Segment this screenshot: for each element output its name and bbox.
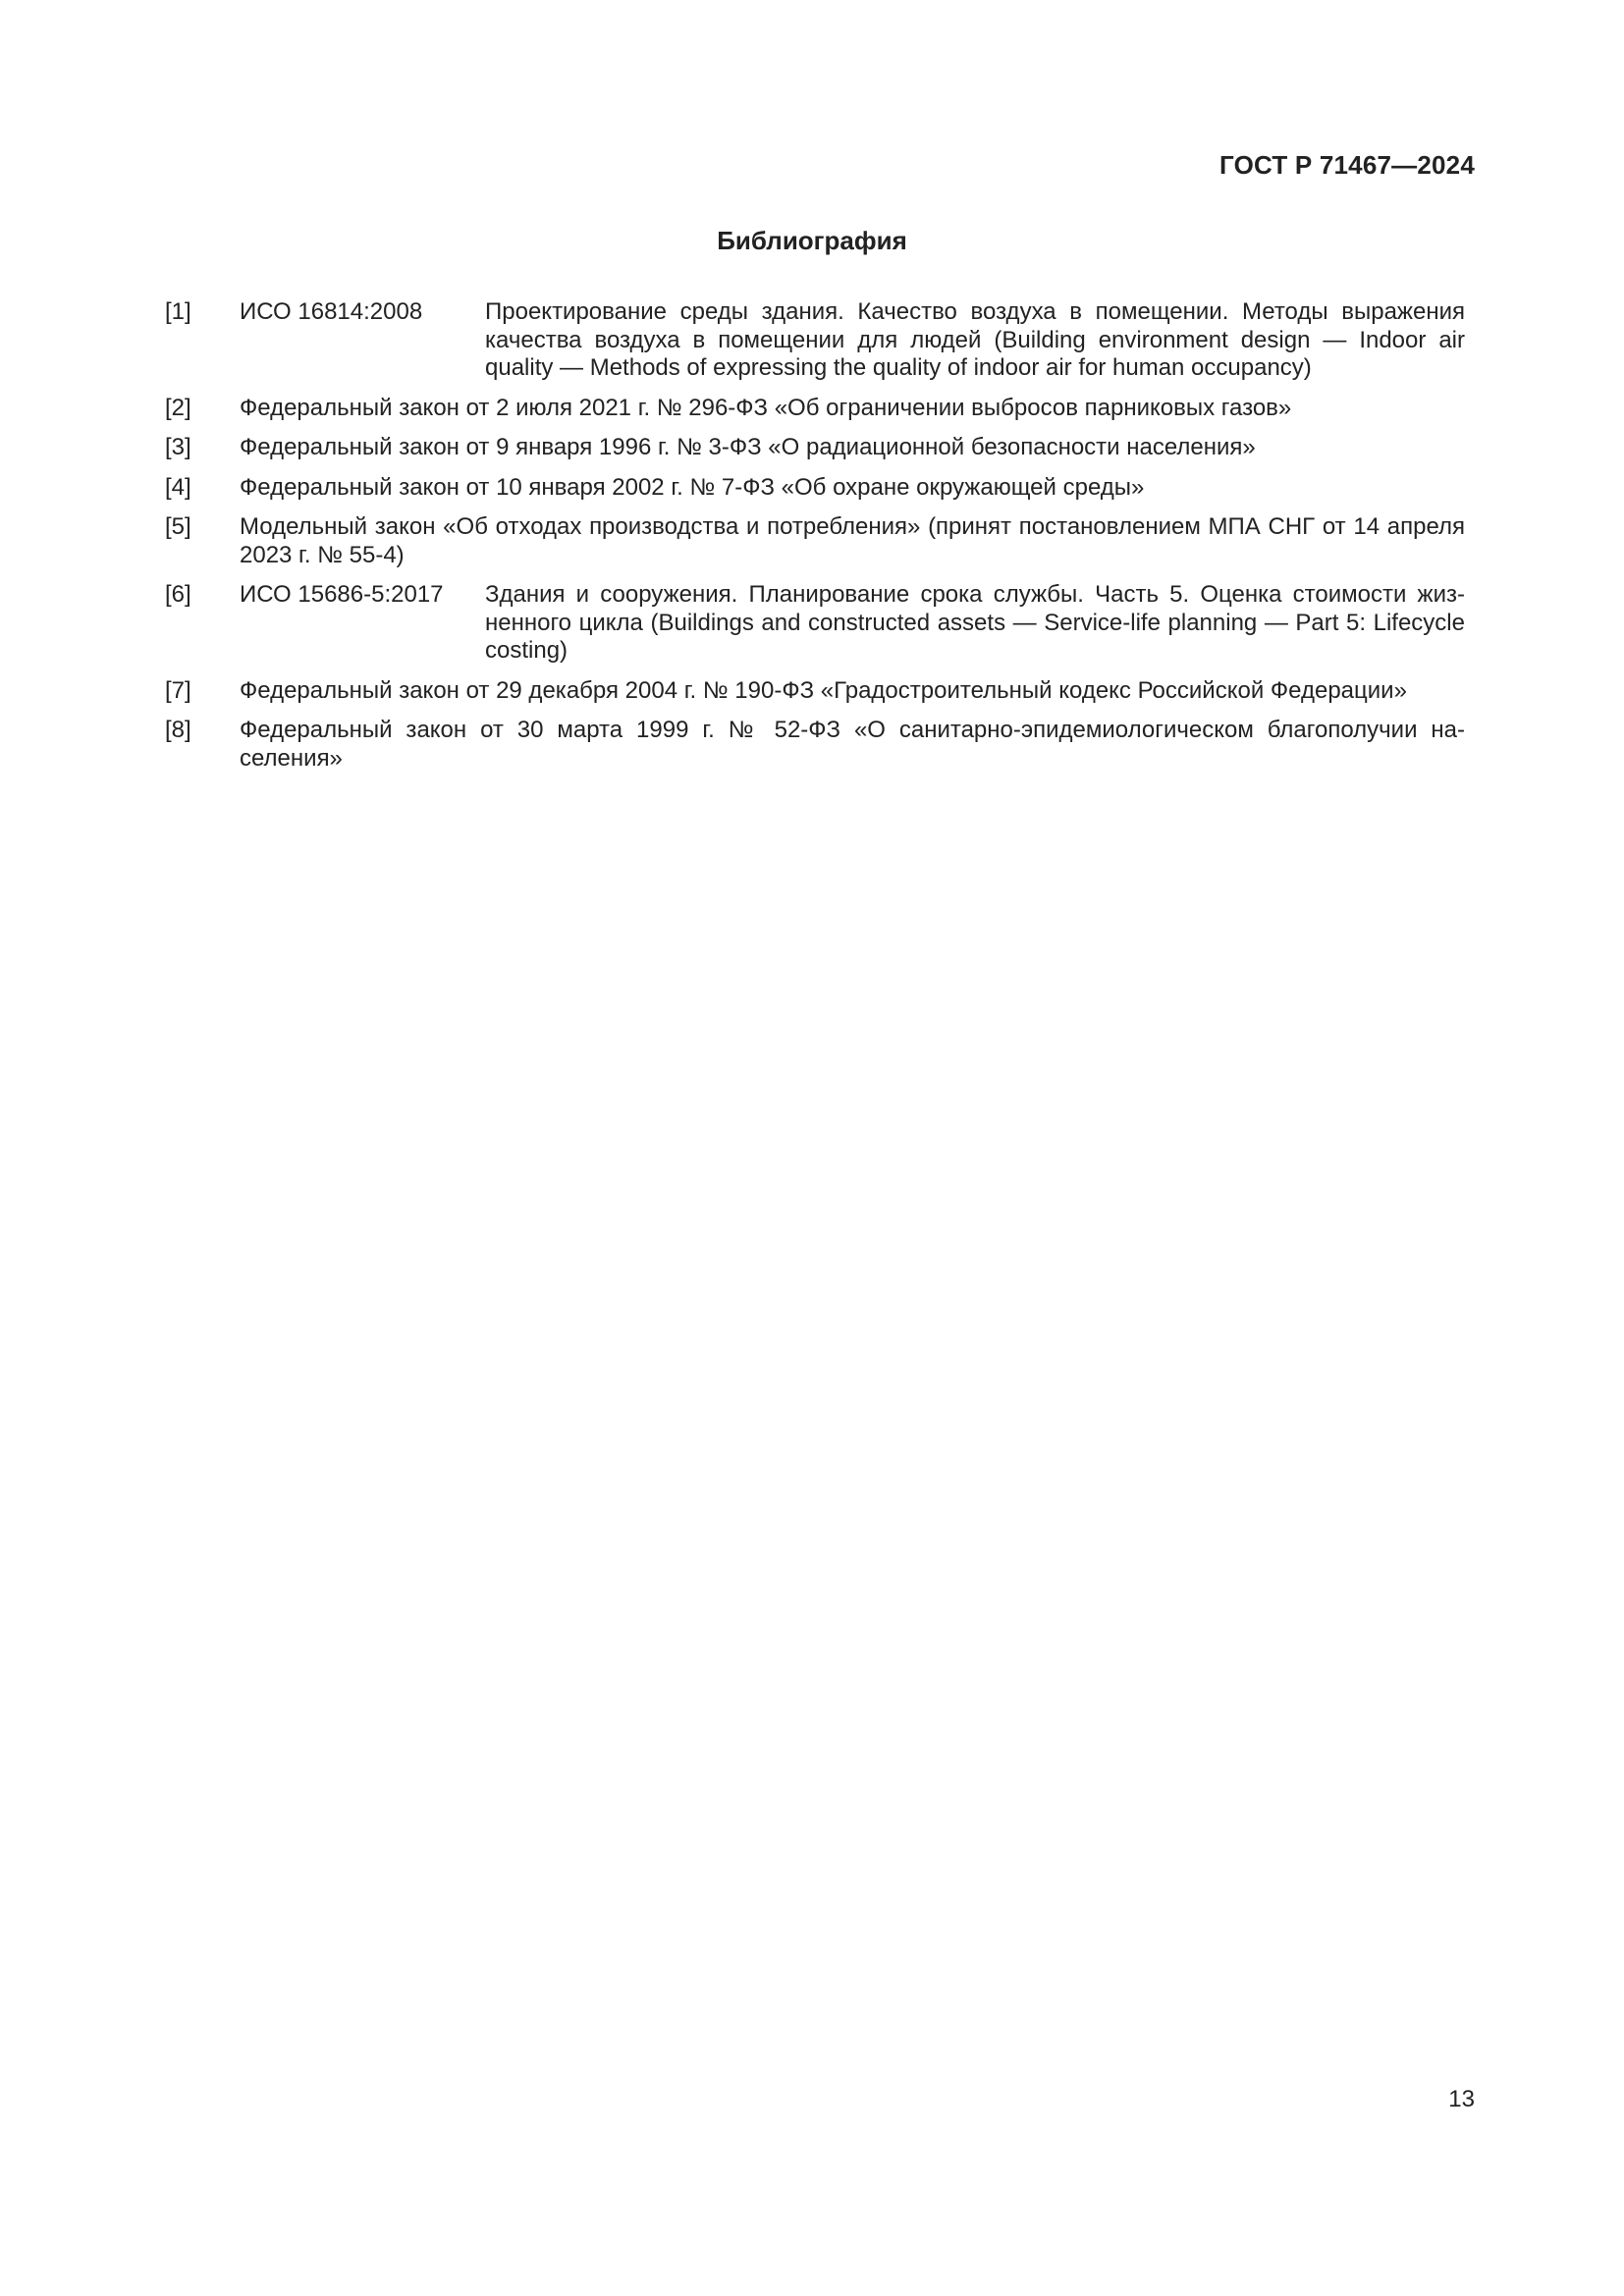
entry-number: [6] <box>165 581 191 608</box>
entry-text: Федеральный закон от 9 января 1996 г. № 3-ФЗ «О радиационной безопасности населения» <box>240 434 1256 460</box>
entry-text: Федеральный закон от 30 марта 1999 г. № 52-ФЗ «О санитарно-эпидемиологическом благополучии населения» <box>240 717 1465 772</box>
entry-text: Федеральный закон от 10 января 2002 г. № 7-ФЗ «Об охране окружающей среды» <box>240 473 1145 501</box>
bibliography-entry <box>165 474 1465 503</box>
bibliography-list <box>165 298 1465 784</box>
entry-text: Проектирование среды здания. Качество воздуха в помещении. Методы выражения качества воздуха в помещении для людей (Building environment design — Indoor air quality — Methods of expressing the quality of indoor air for human occupancy) <box>485 298 1465 381</box>
bibliography-entry <box>165 717 1465 773</box>
bibliography-entry <box>165 434 1465 462</box>
entry-text: Модельный закон «Об отходах производства и потребления» (принят постановлением МПА СНГ от 14 апреля 2023 г. № 55-4) <box>240 513 1465 568</box>
entry-number: [4] <box>165 473 191 501</box>
bibliography-title: Библиография <box>717 226 907 255</box>
entry-number: [5] <box>165 513 191 540</box>
bibliography-entry <box>165 298 1465 383</box>
bibliography-entry <box>165 677 1465 706</box>
bibliography-entry <box>165 513 1465 569</box>
document-id-header: ГОСТ Р 71467—2024 <box>1219 150 1475 180</box>
bibliography-entry <box>165 395 1465 423</box>
entry-text: Федеральный закон от 2 июля 2021 г. № 296-ФЗ «Об ограничении выбросов парниковых газов» <box>240 394 1292 421</box>
entry-standard-code: ИСО 16814:2008 <box>240 298 423 325</box>
page-number: 13 <box>1448 2086 1475 2112</box>
entry-number: [1] <box>165 298 191 325</box>
entry-number: [8] <box>165 717 191 743</box>
entry-number: [3] <box>165 434 191 460</box>
bibliography-entry <box>165 581 1465 666</box>
entry-number: [7] <box>165 676 191 704</box>
entry-number: [2] <box>165 394 191 421</box>
entry-text: Федеральный закон от 29 декабря 2004 г. № 190-ФЗ «Градостроительный кодекс Российской Федерации» <box>240 676 1407 704</box>
entry-standard-code: ИСО 15686-5:2017 <box>240 581 444 608</box>
entry-text: Здания и сооружения. Планирование срока службы. Часть 5. Оценка стоимости жизненного цикла (Buildings and constructed assets — Service-life planning — Part 5: Lifecycle costing) <box>485 581 1465 664</box>
